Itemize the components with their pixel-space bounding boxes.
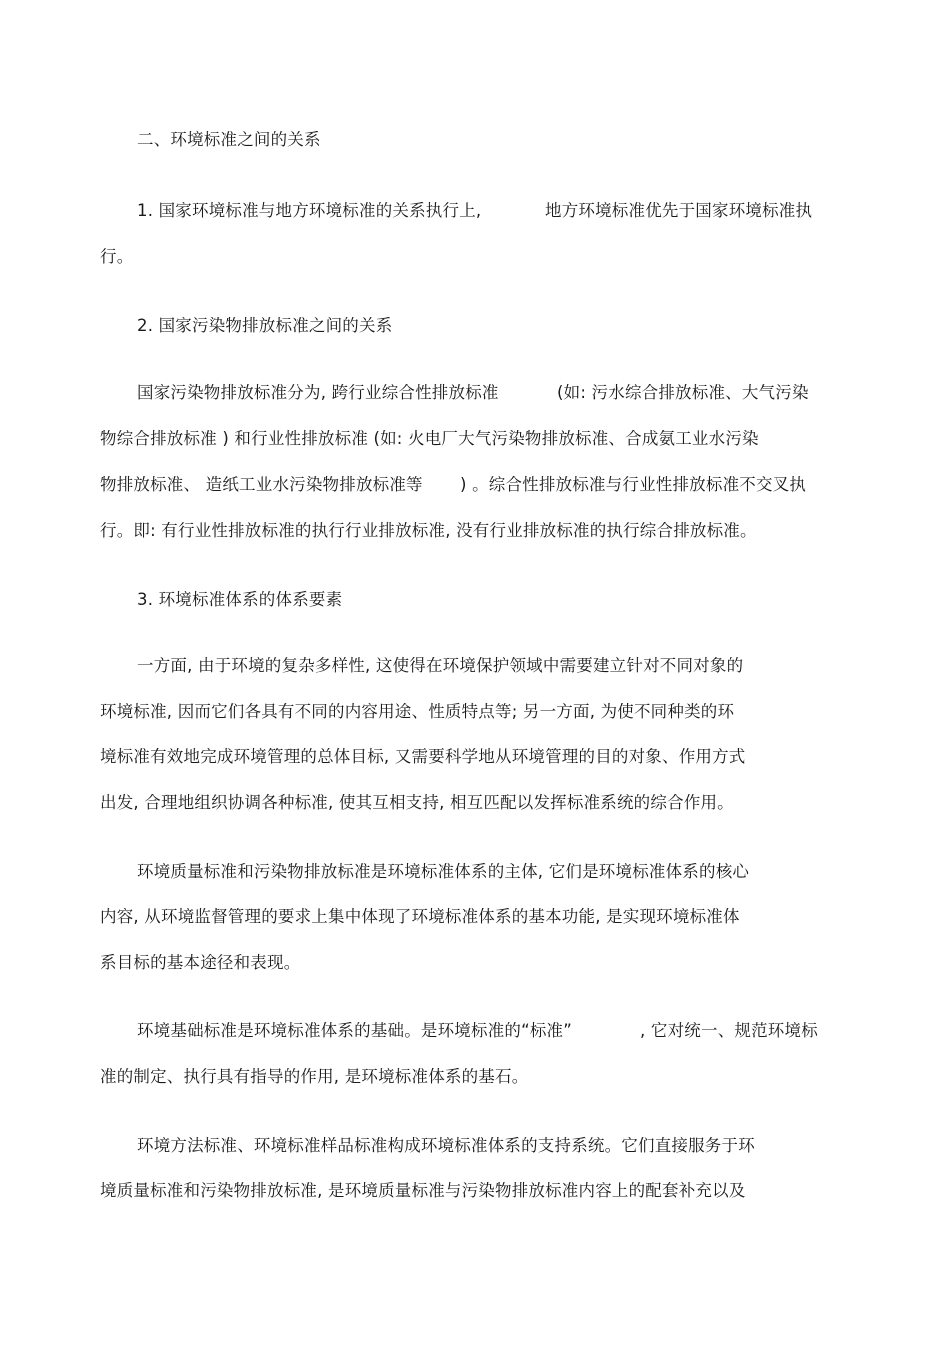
item3-para1-line2: 环境标准, 因而它们各具有不同的内容用途、性质特点等; 另一方面, 为使不同种类的环 xyxy=(100,702,735,721)
item3-para1-line1: 一方面, 由于环境的复杂多样性, 这使得在环境保护领域中需要建立针对不同对象的 xyxy=(137,656,744,675)
item3-para1-line3: 境标准有效地完成环境管理的总体目标, 又需要科学地从环境管理的目的对象、作用方式 xyxy=(100,747,746,766)
item3-para4-line2: 境质量标准和污染物排放标准, 是环境质量标准与污染物排放标准内容上的配套补充以及 xyxy=(100,1181,746,1200)
item3-para3-line1b: , 它对统一、规范环境标 xyxy=(640,1021,818,1040)
item2-para-line1b: (如: 污水综合排放标准、大气污染 xyxy=(557,383,809,402)
item3-para1-line4: 出发, 合理地组织协调各种标准, 使其互相支持, 相互匹配以发挥标准系统的综合作用。 xyxy=(100,793,734,812)
item3-heading: 3. 环境标准体系的体系要素 xyxy=(137,590,343,609)
item3-para2-line3: 系目标的基本途径和表现。 xyxy=(100,953,301,972)
section-title: 二、环境标准之间的关系 xyxy=(137,130,321,149)
item2-para-line3a: 物排放标准、 造纸工业水污染物排放标准等 xyxy=(100,475,423,494)
item3-para2-line2: 内容, 从环境监督管理的要求上集中体现了环境标准体系的基本功能, 是实现环境标准体 xyxy=(100,907,740,926)
item3-para2-line1: 环境质量标准和污染物排放标准是环境标准体系的主体, 它们是环境标准体系的核心 xyxy=(137,862,750,881)
item2-heading: 2. 国家污染物排放标准之间的关系 xyxy=(137,316,393,335)
item3-para4-line1: 环境方法标准、环境标准样品标准构成环境标准体系的支持系统。它们直接服务于环 xyxy=(137,1136,755,1155)
item1-line2: 行。 xyxy=(100,247,134,266)
item2-para-line1a: 国家污染物排放标准分为, 跨行业综合性排放标准 xyxy=(137,383,499,402)
item2-para-line3b: ) 。综合性排放标准与行业性排放标准不交叉执 xyxy=(460,475,807,494)
item2-para-line4: 行。即: 有行业性排放标准的执行行业排放标准, 没有行业排放标准的执行综合排放标准。 xyxy=(100,521,757,540)
item3-para3-line2: 准的制定、执行具有指导的作用, 是环境标准体系的基石。 xyxy=(100,1067,529,1086)
item1-line1a: 1. 国家环境标准与地方环境标准的关系执行上, xyxy=(137,201,482,220)
item1-line1b: 地方环境标准优先于国家环境标准执 xyxy=(545,201,813,220)
item3-para3-line1a: 环境基础标准是环境标准体系的基础。是环境标准的“标准” xyxy=(137,1021,572,1040)
item2-para-line2: 物综合排放标准 ) 和行业性排放标准 (如: 火电厂大气污染物排放标准、合成氨工业水污染 xyxy=(100,429,759,448)
